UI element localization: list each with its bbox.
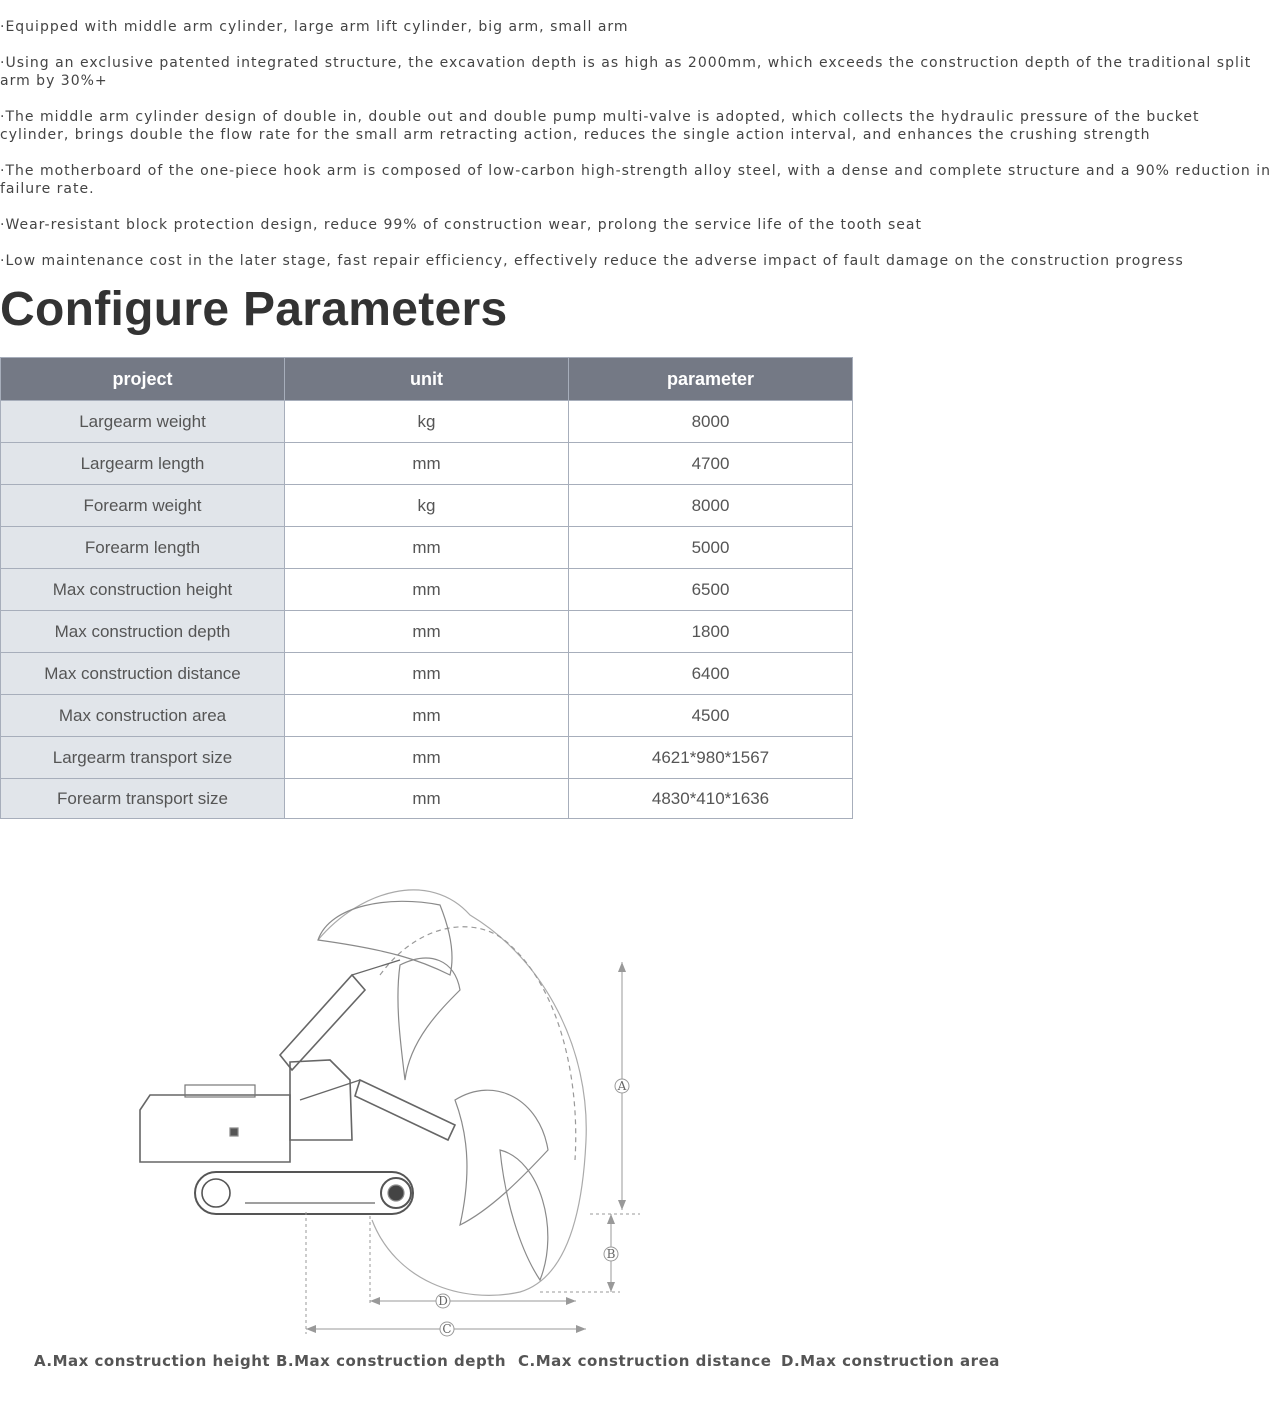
cell-project: Forearm weight bbox=[1, 485, 285, 527]
table-row bbox=[1, 779, 853, 819]
header-parameter: parameter bbox=[569, 358, 853, 401]
bucket-swing-1 bbox=[398, 958, 460, 1080]
range-inner-dashed bbox=[380, 927, 576, 1160]
cell-unit: kg bbox=[285, 485, 569, 527]
cell-unit: mm bbox=[285, 569, 569, 611]
table-row bbox=[1, 569, 853, 611]
cell-unit: mm bbox=[285, 611, 569, 653]
header-project: project bbox=[1, 358, 285, 401]
legend-item-d: D.Max construction area bbox=[781, 1352, 1000, 1370]
cell-project: Max construction distance bbox=[1, 653, 285, 695]
feature-item: ·Equipped with middle arm cylinder, large arm lift cylinder, big arm, small arm bbox=[0, 19, 629, 35]
cell-parameter: 1800 bbox=[569, 611, 853, 653]
feature-item: ·The middle arm cylinder design of double in, double out and double pump multi-valve is adopted, which collects the hydraulic pressure of the bucket cylinder, brings double the flow rate for the small arm retracting action, reduces the single action interval, and enhances the crushing strength bbox=[0, 109, 1200, 143]
cell-parameter: 6500 bbox=[569, 569, 853, 611]
bucket-top bbox=[318, 901, 452, 975]
cell-parameter: 6400 bbox=[569, 653, 853, 695]
cell-parameter: 8000 bbox=[569, 401, 853, 443]
cell-unit: mm bbox=[285, 779, 569, 819]
table-row bbox=[1, 401, 853, 443]
label-c: C bbox=[442, 1322, 452, 1336]
table-row bbox=[1, 611, 853, 653]
cab bbox=[290, 1060, 352, 1140]
cell-unit: mm bbox=[285, 737, 569, 779]
cell-parameter: 4700 bbox=[569, 443, 853, 485]
cell-unit: mm bbox=[285, 527, 569, 569]
table-row bbox=[1, 443, 853, 485]
boom bbox=[280, 975, 365, 1070]
label-d: D bbox=[438, 1294, 448, 1308]
table-row bbox=[1, 527, 853, 569]
cell-parameter: 4500 bbox=[569, 695, 853, 737]
cell-parameter: 5000 bbox=[569, 527, 853, 569]
legend-item-c: C.Max construction distance bbox=[518, 1352, 772, 1370]
label-b: B bbox=[606, 1247, 616, 1261]
cell-parameter: 4830*410*1636 bbox=[569, 779, 853, 819]
cell-project: Forearm transport size bbox=[1, 779, 285, 819]
parameters-table bbox=[0, 357, 853, 819]
feature-item: ·Wear-resistant block protection design, reduce 99% of construction wear, prolong the service life of the tooth seat bbox=[0, 217, 922, 233]
cell-unit: mm bbox=[285, 443, 569, 485]
section-title: Configure Parameters bbox=[0, 283, 508, 336]
cell-project: Max construction area bbox=[1, 695, 285, 737]
house bbox=[140, 1095, 290, 1162]
label-a: A bbox=[617, 1079, 627, 1093]
table-row bbox=[1, 485, 853, 527]
table-header-row bbox=[1, 358, 853, 401]
cell-parameter: 8000 bbox=[569, 485, 853, 527]
feature-list bbox=[0, 18, 1272, 288]
legend-item-a: A.Max construction height bbox=[34, 1352, 271, 1370]
cell-project: Max construction height bbox=[1, 569, 285, 611]
cell-project: Max construction depth bbox=[1, 611, 285, 653]
cell-project: Largearm weight bbox=[1, 401, 285, 443]
table-row bbox=[1, 737, 853, 779]
bucket-swing-2 bbox=[455, 1090, 548, 1225]
feature-item: ·The motherboard of the one-piece hook arm is composed of low-carbon high-strength alloy steel, with a dense and complete structure and a 90% reduction in failure rate. bbox=[0, 163, 1271, 197]
bucket-low bbox=[500, 1150, 548, 1280]
cell-unit: mm bbox=[285, 653, 569, 695]
legend-item-b: B.Max construction depth bbox=[276, 1352, 507, 1370]
stick bbox=[355, 1080, 455, 1140]
feature-item: ·Using an exclusive patented integrated structure, the excavation depth is as high as 2000mm, which exceeds the construction depth of the traditional split arm by 30%+ bbox=[0, 55, 1252, 89]
cell-unit: kg bbox=[285, 401, 569, 443]
cell-project: Largearm transport size bbox=[1, 737, 285, 779]
header-unit: unit bbox=[285, 358, 569, 401]
table-row bbox=[1, 695, 853, 737]
cell-project: Forearm length bbox=[1, 527, 285, 569]
table-row bbox=[1, 653, 853, 695]
cell-parameter: 4621*980*1567 bbox=[569, 737, 853, 779]
cell-unit: mm bbox=[285, 695, 569, 737]
feature-item: ·Low maintenance cost in the later stage, fast repair efficiency, effectively reduce the adverse impact of fault damage on the construction progress bbox=[0, 253, 1184, 269]
excavator-working-range-diagram bbox=[120, 870, 640, 1350]
cell-project: Largearm length bbox=[1, 443, 285, 485]
